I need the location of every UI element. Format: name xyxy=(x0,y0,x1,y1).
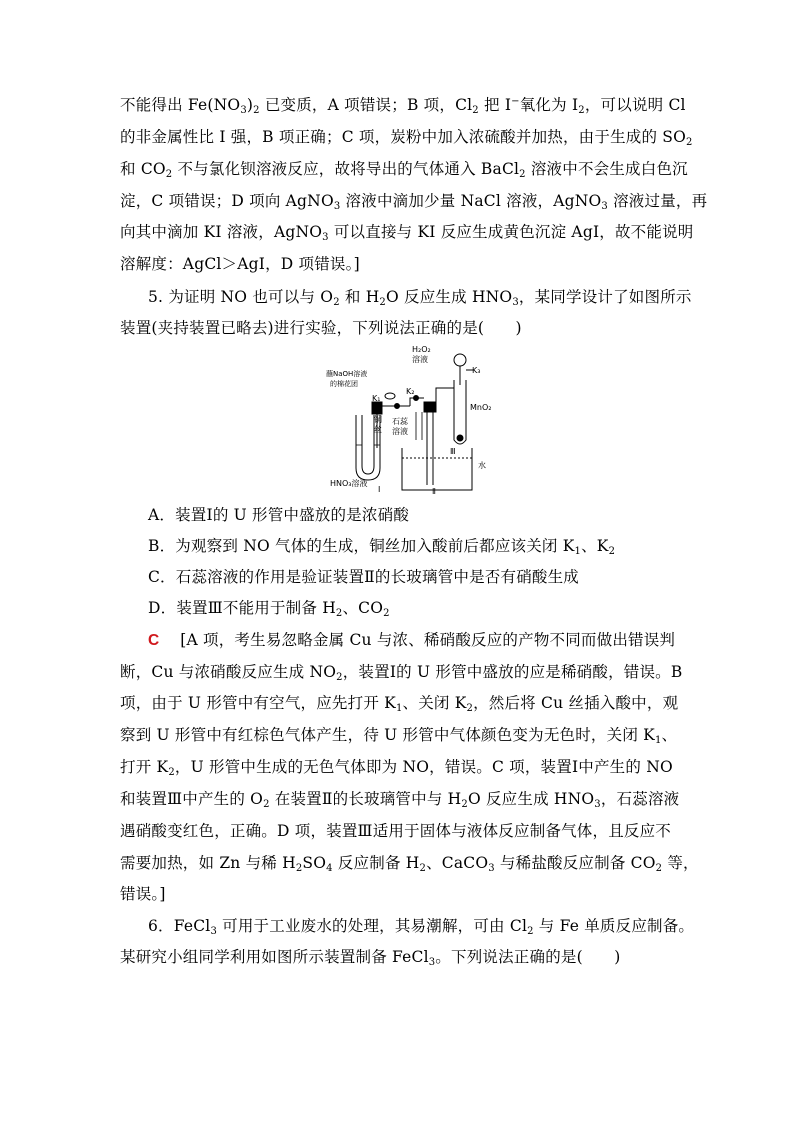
answer-line: 和装置Ⅲ中产生的 $O_2$ 在装置Ⅱ的长玻璃管中与 $H_2O$ 反应生成 $HNO_3$，石蕊溶液 xyxy=(120,790,680,810)
answer-line: 项，由于 U 形管中有空气，应先打开 $K_1$、关闭 $K_2$，然后将 Cu 丝插入酸中，观 xyxy=(120,694,679,714)
apparatus-diagram xyxy=(320,340,500,495)
answer-line: 断，Cu 与浓硝酸反应生成 $NO_2$，装置Ⅰ的 U 形管中盛放的应是稀硝酸，错误。B xyxy=(120,663,683,683)
option-c: C．石蕊溶液的作用是验证装置Ⅱ的长玻璃管中是否有硝酸生成 xyxy=(148,568,579,586)
paragraph-line: 向其中滴加 KI 溶液，AgNO$_3$ 可以直接与 KI 反应生成黄色沉淀 AgI，故不能说明 xyxy=(120,223,694,243)
option-a: A．装置Ⅰ的 U 形管中盛放的是浓硝酸 xyxy=(148,506,410,524)
svg-text:溶液: 溶液 xyxy=(412,355,428,364)
answer-line: 遇硝酸变红色，正确。D 项，装置Ⅲ适用于固体与液体反应制备气体，且反应不 xyxy=(120,822,672,840)
question-6-line: 6．FeCl$_3$ 可用于工业废水的处理，其易潮解，可由 $Cl_2$ 与 Fe 单质反应制备。 xyxy=(148,917,695,937)
paragraph-line: 淀，C 项错误；D 项向 AgNO$_3$ 溶液中滴加少量 NaCl 溶液，AgNO$_3$ 溶液过量，再 xyxy=(120,192,708,212)
paragraph-line: 溶解度：AgCl＞AgI，D 项错误。] xyxy=(120,255,360,273)
option-d: D．装置Ⅲ不能用于制备 $H_2$、$CO_2$ xyxy=(148,599,390,619)
svg-text:Ⅰ: Ⅰ xyxy=(378,485,381,494)
svg-text:Ⅲ: Ⅲ xyxy=(450,447,456,456)
option-b: B．为观察到 NO 气体的生成，铜丝加入酸前后都应该关闭 $K_1$、$K_2$ xyxy=(148,537,616,557)
svg-text:蘸NaOH溶液: 蘸NaOH溶液 xyxy=(326,370,368,378)
question-5-line: 5. 为证明 NO 也可以与 $O_2$ 和 $H_2O$ 反应生成 $HNO_3$，某同学设计了如图所示 xyxy=(148,288,692,308)
answer-line: 错误。] xyxy=(120,885,166,903)
answer-line: 需要加热，如 Zn 与稀 $H_2SO_4$ 反应制备 $H_2$、CaCO$_3$ 与稀盐酸反应制备 $CO_2$ 等， xyxy=(120,854,699,874)
question-6-line: 某研究小组同学利用如图所示装置制备 FeCl$_3$。下列说法正确的是( ) xyxy=(120,948,621,968)
answer-line: C [A 项，考生易忽略金属 Cu 与浓、稀硝酸反应的产物不同而做出错误判 xyxy=(148,631,676,649)
svg-text:的棉花团: 的棉花团 xyxy=(330,380,358,388)
svg-text:铜: 铜 xyxy=(374,415,382,424)
paragraph-line: 的非金属性比 I 强，B 项正确；C 项，炭粉中加入浓硫酸并加热，由于生成的 $SO_2$ xyxy=(120,128,693,148)
svg-text:丝: 丝 xyxy=(374,425,382,434)
svg-text:H₂O₂: H₂O₂ xyxy=(412,345,431,354)
svg-text:溶液: 溶液 xyxy=(392,427,408,436)
paragraph-line: 和 $CO_2$ 不与氯化钡溶液反应，故将导出的气体通入 BaCl$_2$ 溶液中不会生成白色沉 xyxy=(120,160,688,180)
svg-text:水: 水 xyxy=(478,461,486,470)
answer-line: 打开 $K_2$，U 形管中生成的无色气体即为 NO，错误。C 项，装置Ⅰ中产生的 NO xyxy=(120,758,673,778)
svg-text:石蕊: 石蕊 xyxy=(392,417,408,426)
svg-text:HNO₃溶液: HNO₃溶液 xyxy=(330,479,368,488)
question-5-line: 装置(夹持装置已略去)进行实验，下列说法正确的是( ) xyxy=(120,319,522,337)
answer-line: 察到 U 形管中有红棕色气体产生，待 U 形管中气体颜色变为无色时，关闭 $K_1$、 xyxy=(120,726,678,746)
svg-text:MnO₂: MnO₂ xyxy=(470,403,492,412)
svg-text:K₂: K₂ xyxy=(406,387,415,396)
paragraph-line: 不能得出 $Fe(NO_3)_2$ 已变质，A 项错误；B 项，$Cl_2$ 把 I−氧化为 $I_2$，可以说明 Cl xyxy=(120,96,686,116)
svg-text:Ⅱ: Ⅱ xyxy=(432,487,436,495)
svg-text:K₃: K₃ xyxy=(472,366,481,375)
svg-text:K₁: K₁ xyxy=(372,394,381,403)
answer-letter: C xyxy=(148,632,160,649)
